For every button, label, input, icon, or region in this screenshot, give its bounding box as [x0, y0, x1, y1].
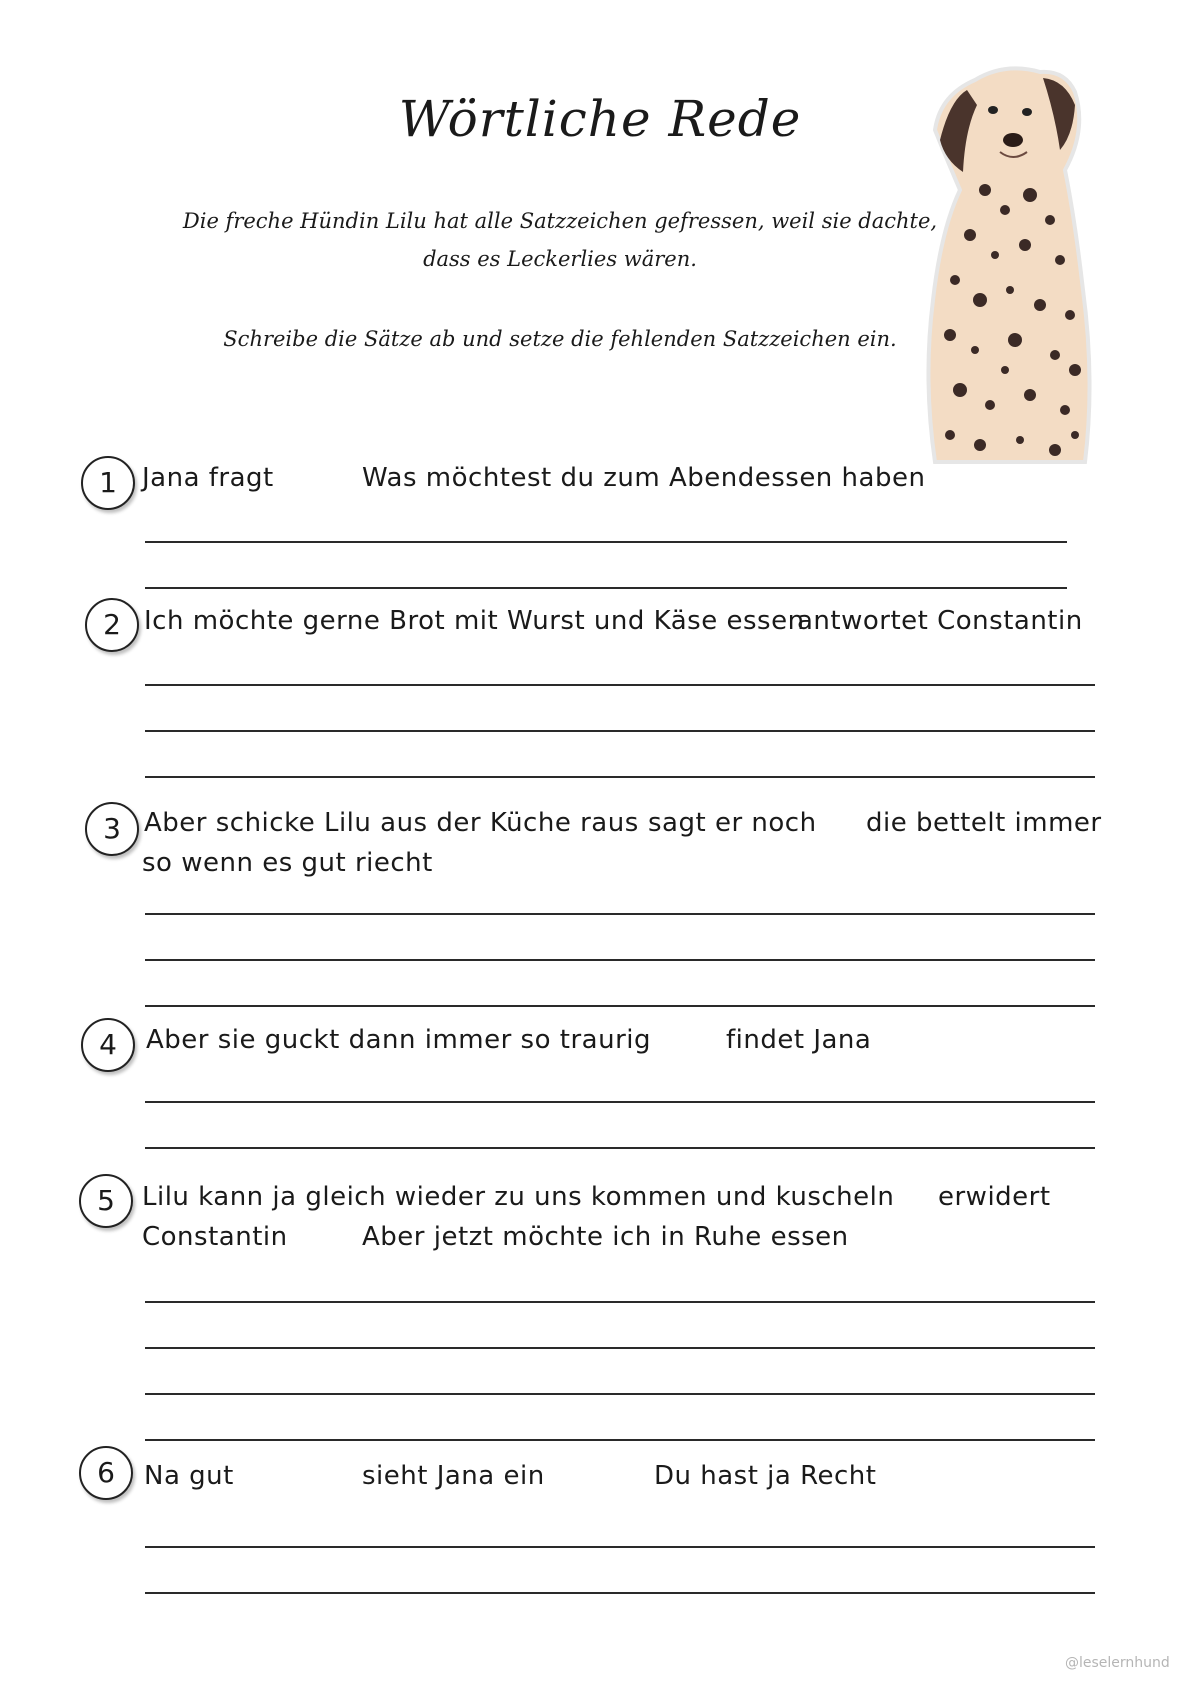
- writing-line[interactable]: [145, 1101, 1095, 1103]
- task-text-segment: Aber sie guckt dann immer so traurig: [146, 1025, 651, 1055]
- writing-line[interactable]: [145, 1546, 1095, 1548]
- task-text-segment: antwortet Constantin: [797, 606, 1083, 636]
- task-text-segment: die bettelt immer: [866, 808, 1102, 838]
- writing-line[interactable]: [145, 1347, 1095, 1349]
- task-number-badge: 4: [81, 1018, 135, 1072]
- task-text-segment: Aber jetzt möchte ich in Ruhe essen: [362, 1222, 849, 1252]
- task-text-segment: findet Jana: [726, 1025, 872, 1055]
- writing-line[interactable]: [145, 913, 1095, 915]
- writing-line[interactable]: [145, 1592, 1095, 1594]
- task-text-segment: Du hast ja Recht: [654, 1461, 877, 1491]
- task-text-segment: Na gut: [144, 1461, 234, 1491]
- writing-line[interactable]: [145, 730, 1095, 732]
- task-text-segment: Aber schicke Lilu aus der Küche raus: [144, 808, 639, 838]
- task-instruction: Schreibe die Sätze ab und setze die fehlenden Satzzeichen ein.: [223, 327, 897, 351]
- task-text-segment: Was möchtest du zum Abendessen haben: [362, 463, 926, 493]
- task-number-badge: 5: [79, 1174, 133, 1228]
- task-number-badge: 6: [79, 1446, 133, 1500]
- task-text-segment: sagt er noch: [648, 808, 817, 838]
- writing-line[interactable]: [145, 1005, 1095, 1007]
- watermark: @leselernhund: [1065, 1655, 1170, 1671]
- task-text-segment: Lilu kann ja gleich wieder zu uns kommen und kuscheln: [142, 1182, 895, 1212]
- writing-line[interactable]: [145, 587, 1067, 589]
- task-number-badge: 1: [81, 456, 135, 510]
- task-text-segment: erwidert: [938, 1182, 1051, 1212]
- task-text-segment: Ich möchte gerne Brot mit Wurst und Käse essen: [144, 606, 805, 636]
- writing-line[interactable]: [145, 959, 1095, 961]
- writing-line[interactable]: [145, 1439, 1095, 1441]
- writing-line[interactable]: [145, 541, 1067, 543]
- writing-line[interactable]: [145, 1301, 1095, 1303]
- task-text-segment: Constantin: [142, 1222, 288, 1252]
- writing-line[interactable]: [145, 1147, 1095, 1149]
- writing-line[interactable]: [145, 776, 1095, 778]
- writing-line[interactable]: [145, 1393, 1095, 1395]
- task-number-badge: 2: [85, 598, 139, 652]
- task-text-segment: sieht Jana ein: [362, 1461, 545, 1491]
- intro-instruction: Die freche Hündin Lilu hat alle Satzzeichen gefressen, weil sie dachte, dass es Leckerlies wären.: [182, 209, 938, 271]
- task-number-badge: 3: [85, 802, 139, 856]
- page-title: Wörtliche Rede: [398, 90, 802, 148]
- task-text-segment: Jana fragt: [142, 463, 274, 493]
- dalmatian-dog-illustration: [915, 60, 1115, 465]
- task-text-segment: so wenn es gut riecht: [142, 848, 433, 878]
- writing-line[interactable]: [145, 684, 1095, 686]
